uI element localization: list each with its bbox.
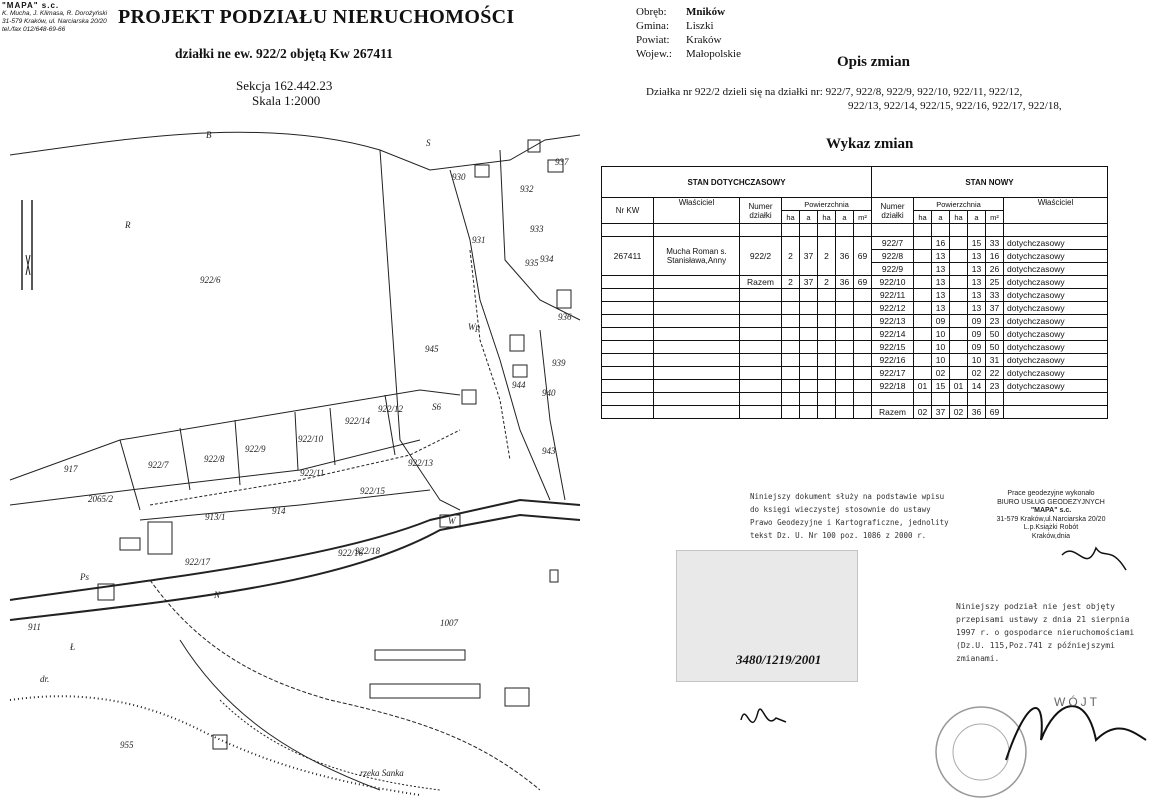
- map-label: 922/18: [355, 546, 381, 556]
- map-section: Sekcja 162.442.23: [236, 78, 333, 93]
- table-cell: 23: [986, 315, 1004, 328]
- obreb-value: Mników: [686, 6, 726, 18]
- unit-m2: m²: [854, 211, 872, 224]
- table-cell: dotychczasowy: [1004, 302, 1108, 315]
- table-cell: 922/13: [872, 315, 914, 328]
- map-label: 914: [272, 506, 286, 516]
- map-label: Wp: [468, 322, 480, 332]
- map-label: 922/7: [148, 460, 169, 470]
- stan-nowy-header: STAN NOWY: [872, 167, 1108, 198]
- table-cell: 37: [800, 276, 818, 289]
- obreb-label: Obręb:: [636, 6, 667, 18]
- map-label: 917: [64, 464, 78, 474]
- table-cell: 10: [932, 341, 950, 354]
- legal-note-2: Niniejszy podział nie jest objęty przepisami ustawy z dnia 21 sierpnia 1997 r. o gospodarce nieruchomościami (Dz.U. 115,Poz.741 z późniejszymi zmianami.: [956, 602, 1135, 663]
- table-cell: 36: [836, 237, 854, 276]
- table-cell: 01: [950, 380, 968, 393]
- table-cell: 36: [836, 276, 854, 289]
- map-label: 922/8: [204, 454, 225, 464]
- table-cell: 922/16: [872, 354, 914, 367]
- table-cell: 922/17: [872, 367, 914, 380]
- table-cell: 33: [986, 289, 1004, 302]
- table-cell: 13: [968, 250, 986, 263]
- map-label: 1007: [440, 618, 458, 628]
- signature-icon: [1006, 706, 1146, 760]
- map-label: Ps: [80, 572, 89, 582]
- map-label: R: [125, 220, 131, 230]
- map-label: rzeka Sanka: [360, 768, 404, 778]
- stamp-line: Kraków,dnia: [1031, 532, 1071, 540]
- table-cell: 10: [932, 328, 950, 341]
- table-cell: 922/18: [872, 380, 914, 393]
- map-label: 922/12: [378, 404, 404, 414]
- change-description-line1: Działka nr 922/2 dzieli się na działki nr: 922/7, 922/8, 922/9, 922/10, 922/11, 922/12,: [646, 86, 1023, 98]
- table-cell: 2: [782, 276, 800, 289]
- table-cell: 922/8: [872, 250, 914, 263]
- map-label: 922/15: [360, 486, 386, 496]
- map-boundary-top: [10, 132, 580, 170]
- stamp-line: "MAPA" s.c.: [1030, 507, 1072, 514]
- table-cell: 15: [932, 380, 950, 393]
- table-cell: 02: [932, 367, 950, 380]
- signature-icon: [1062, 548, 1126, 570]
- table-cell: 01: [914, 380, 932, 393]
- map-label: 931: [472, 235, 486, 245]
- table-cell: 13: [932, 250, 950, 263]
- table-cell: 13: [932, 276, 950, 289]
- table-cell: dotychczasowy: [1004, 263, 1108, 276]
- map-label: 933: [530, 224, 544, 234]
- col-numer-dzialki: Numer działki: [740, 198, 782, 224]
- right-page-changes: [586, 0, 1172, 802]
- unit-ha: ha: [950, 211, 968, 224]
- powiat-value: Kraków: [686, 34, 722, 46]
- table-cell: 13: [968, 289, 986, 302]
- razem-new-a2: 36: [968, 406, 986, 419]
- table-cell: dotychczasowy: [1004, 367, 1108, 380]
- razem-new-ha1: 02: [914, 406, 932, 419]
- table-cell: 13: [932, 302, 950, 315]
- table-cell: 922/12: [872, 302, 914, 315]
- table-cell: dotychczasowy: [1004, 289, 1108, 302]
- col-powierzchnia: Powierzchnia: [782, 198, 872, 211]
- table-cell: 22: [986, 367, 1004, 380]
- table-cell: 14: [968, 380, 986, 393]
- opis-zmian-title: Opis zmian: [837, 54, 910, 70]
- table-cell: dotychczasowy: [1004, 354, 1108, 367]
- map-label: B: [206, 130, 212, 140]
- table-cell: 16: [986, 250, 1004, 263]
- map-label: S: [426, 138, 431, 148]
- unit-a: a: [836, 211, 854, 224]
- stamp-line: BIURO USŁUG GEODEZYJNYCH: [997, 498, 1105, 506]
- unit-a: a: [800, 211, 818, 224]
- gmina-label: Gmina:: [636, 20, 669, 32]
- map-label: 922/17: [185, 557, 211, 567]
- table-cell: 13: [968, 302, 986, 315]
- unit-ha: ha: [782, 211, 800, 224]
- wykaz-zmian-title: Wykaz zmian: [826, 136, 914, 152]
- table-cell: 13: [932, 263, 950, 276]
- table-cell: 15: [968, 237, 986, 250]
- seal-icon: [936, 707, 1026, 797]
- firm-address: 31-579 Kraków, ul. Narciarska 20/20: [2, 18, 107, 25]
- table-cell: 922/10: [872, 276, 914, 289]
- unit-m2: m²: [986, 211, 1004, 224]
- table-cell: 10: [932, 354, 950, 367]
- table-cell: 69: [854, 276, 872, 289]
- col-powierzchnia-new: Powierzchnia: [914, 198, 1004, 211]
- table-cell: 09: [968, 341, 986, 354]
- table-cell: 2: [818, 237, 836, 276]
- table-cell: 09: [968, 328, 986, 341]
- unit-ha: ha: [818, 211, 836, 224]
- table-cell: 69: [854, 237, 872, 276]
- seal-inner-icon: [953, 724, 1009, 780]
- change-description-line2: 922/13, 922/14, 922/15, 922/16, 922/17, 922/18,: [848, 100, 1062, 112]
- col-nr-kw: Nr KW: [602, 198, 654, 224]
- map-label: 2065/2: [88, 494, 114, 504]
- stamp-line: 31-579 Kraków,ul.Narciarska 20/20: [996, 515, 1106, 523]
- map-label: 913/1: [205, 512, 226, 522]
- map-label: 944: [512, 380, 526, 390]
- powiat-label: Powiat:: [636, 34, 670, 46]
- table-cell: 922/7: [872, 237, 914, 250]
- table-cell: 16: [932, 237, 950, 250]
- table-cell: 26: [986, 263, 1004, 276]
- map-label: Ł: [70, 642, 76, 652]
- table-cell: dotychczasowy: [1004, 237, 1108, 250]
- table-cell: 10: [968, 354, 986, 367]
- wojt-stamp-label: WÓJT: [1054, 695, 1100, 709]
- document-subtitle: działki ne ew. 922/2 objętą Kw 267411: [175, 46, 393, 61]
- table-cell: 922/11: [872, 289, 914, 302]
- table-cell: 13: [968, 276, 986, 289]
- table-cell: 13: [932, 289, 950, 302]
- map-label: 932: [520, 184, 534, 194]
- map-label: 943: [542, 446, 556, 456]
- map-label: 936: [558, 312, 572, 322]
- table-cell: dotychczasowy: [1004, 380, 1108, 393]
- map-label: N: [214, 590, 221, 600]
- map-label: 911: [28, 622, 41, 632]
- signatures-and-seals: [586, 0, 1172, 802]
- unit-a: a: [968, 211, 986, 224]
- table-cell: 2: [818, 276, 836, 289]
- firm-name: "MAPA" s.c.: [2, 1, 60, 10]
- table-cell: dotychczasowy: [1004, 276, 1108, 289]
- table-cell: 50: [986, 328, 1004, 341]
- stamp-line: Prace geodezyjne wykonało: [1007, 490, 1095, 497]
- razem-new-label: Razem: [872, 406, 914, 419]
- map-label: 922/14: [345, 416, 371, 426]
- gmina-value: Liszki: [686, 20, 714, 32]
- table-cell: 922/2: [740, 237, 782, 276]
- map-label: 922/10: [298, 434, 324, 444]
- map-label: 940: [542, 388, 556, 398]
- map-label: 939: [552, 358, 566, 368]
- table-cell: 922/9: [872, 263, 914, 276]
- north-arrow: [22, 200, 32, 290]
- unit-ha: ha: [914, 211, 932, 224]
- map-label: 922/6: [200, 275, 221, 285]
- firm-phone: tel./fax 012/648-69-66: [2, 26, 66, 33]
- col-numer-dzialki-new: Numer działki: [872, 198, 914, 224]
- table-cell: 50: [986, 341, 1004, 354]
- map-label: 922/11: [300, 468, 325, 478]
- col-wlasciciel: Właściciel: [654, 198, 740, 224]
- map-label: W: [448, 516, 456, 526]
- wojew-value: Małopolskie: [686, 48, 741, 60]
- map-label: 922/9: [245, 444, 266, 454]
- document-title: PROJEKT PODZIAŁU NIERUCHOMOŚCI: [118, 6, 515, 28]
- razem-new-ha2: 02: [950, 406, 968, 419]
- map-label: 937: [555, 157, 569, 167]
- table-cell: 02: [968, 367, 986, 380]
- razem-new-m2: 69: [986, 406, 1004, 419]
- signature-icon: [741, 709, 786, 722]
- map-label: 955: [120, 740, 134, 750]
- stan-dotychczasowy-header: STAN DOTYCHCZASOWY: [602, 167, 872, 198]
- table-cell: 31: [986, 354, 1004, 367]
- map-label: 935: [525, 258, 539, 268]
- table-cell: 09: [968, 315, 986, 328]
- map-label: 922/13: [408, 458, 434, 468]
- stamp-line: L.p.Książki Robót: [1023, 524, 1079, 531]
- table-cell: 09: [932, 315, 950, 328]
- unit-a: a: [932, 211, 950, 224]
- table-cell: dotychczasowy: [1004, 250, 1108, 263]
- firm-owners: K. Mucha, J. Klimasa, R. Dorożyński: [2, 10, 108, 17]
- table-cell: dotychczasowy: [1004, 328, 1108, 341]
- registration-number: 3480/1219/2001: [736, 652, 822, 667]
- table-cell: 2: [782, 237, 800, 276]
- map-label: 930: [452, 172, 466, 182]
- table-cell: Mucha Roman s. Stanisława,Anny: [654, 237, 740, 276]
- table-cell: 25: [986, 276, 1004, 289]
- razem-new-a1: 37: [932, 406, 950, 419]
- table-cell: 23: [986, 380, 1004, 393]
- table-cell: 13: [968, 263, 986, 276]
- table-cell: 922/14: [872, 328, 914, 341]
- legal-note-1: Niniejszy dokument służy na podstawie wpisu do księgi wieczystej stosownie do ustawy Prawo Geodezyjne i Kartograficzne, jednolity tekst Dz. U. Nr 100 poz. 1086 z 2000 r.: [750, 492, 949, 540]
- map-label: dr.: [40, 674, 50, 684]
- map-label: 922/16: [338, 548, 364, 558]
- map-label: S6: [432, 402, 441, 412]
- table-cell: dotychczasowy: [1004, 341, 1108, 354]
- map-label: 945: [425, 344, 439, 354]
- table-cell: dotychczasowy: [1004, 315, 1108, 328]
- col-wlasciciel-new: Właściciel: [1004, 198, 1108, 224]
- table-cell: 267411: [602, 237, 654, 276]
- table-cell: 922/15: [872, 341, 914, 354]
- table-cell: 33: [986, 237, 1004, 250]
- table-cell: 37: [986, 302, 1004, 315]
- map-label: 934: [540, 254, 554, 264]
- wojew-label: Wojew.:: [636, 48, 672, 60]
- map-scale: Skala 1:2000: [252, 93, 321, 108]
- table-cell: Razem: [740, 276, 782, 289]
- table-cell: 37: [800, 237, 818, 276]
